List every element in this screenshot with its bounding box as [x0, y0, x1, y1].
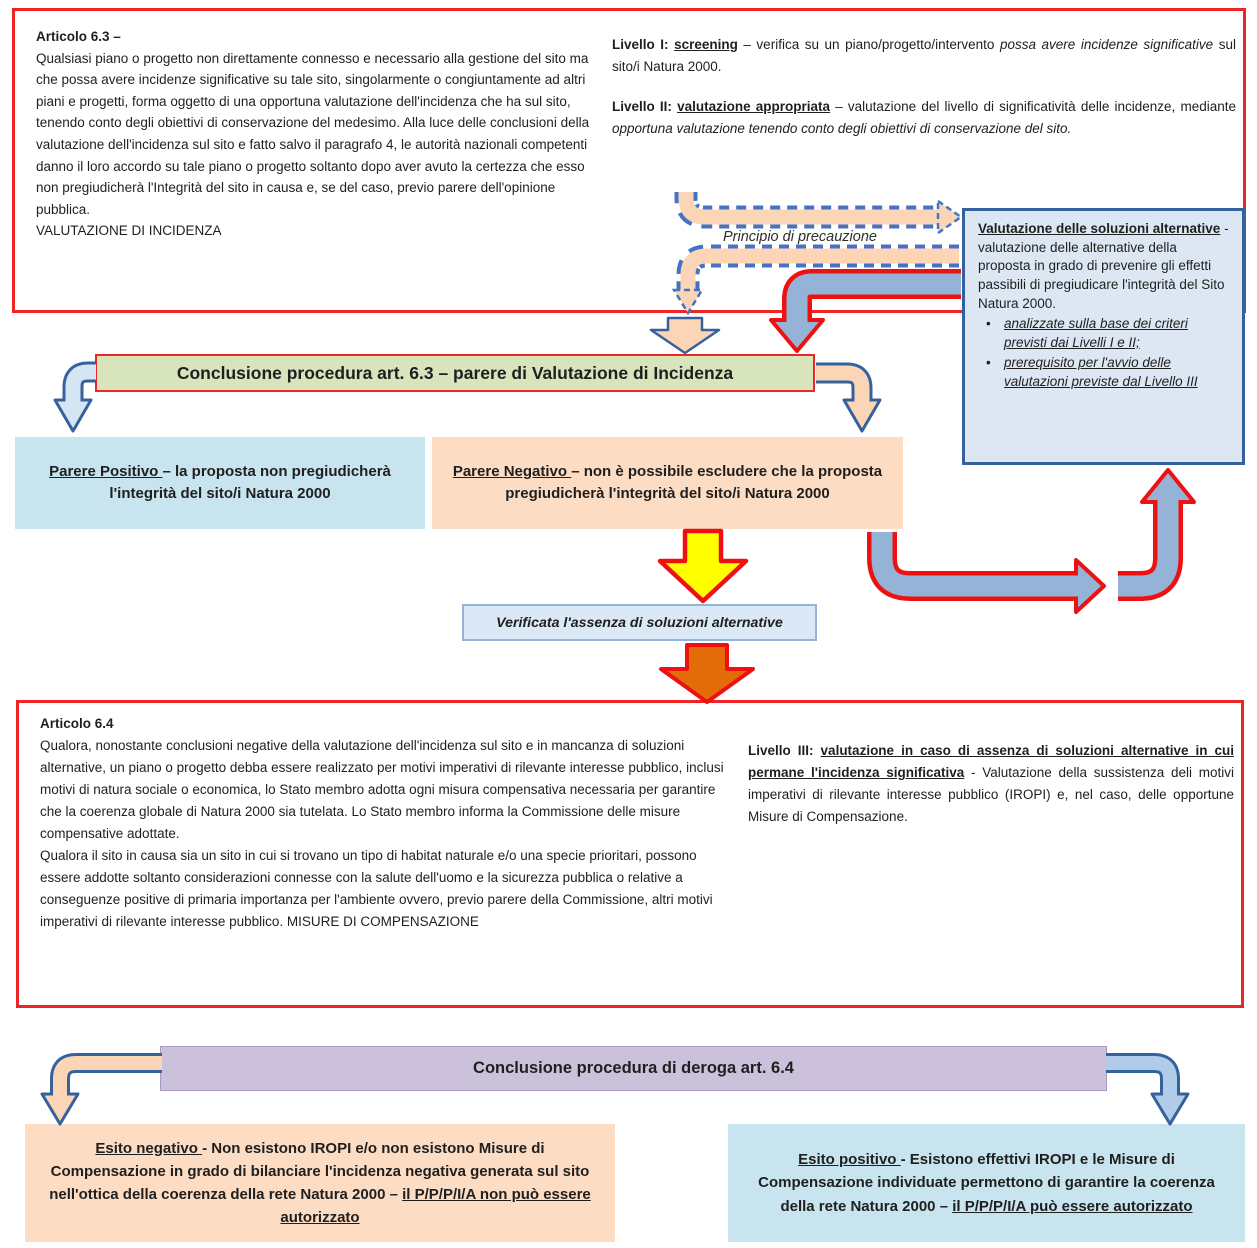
esito-negativo-box	[25, 1124, 615, 1242]
arrow-body	[60, 1063, 162, 1096]
article-64-column	[40, 713, 736, 933]
parere-negativo-text	[446, 461, 889, 506]
article-63-body: Qualsiasi piano o progetto non direttamente connesso e necessario alla gestione del sito ma che possa avere incidenze significative su tale sito, singolarmente o congiuntamente ad altri piani e progetti, forma oggetto di una opportuna valutazione dell'incidenza che ha sul sito, tenendo conto degli obiettivi di conservazione del medesimo. Alla luce delle conclusioni della valutazione dell'incidenza sul sito e fatto salvo il paragrafo 4, le autorità nazionali competenti danno il loro accordo su tale piano o progetto soltanto dopo aver avuto la certezza che esso non pregiudicherà l'Integrità del sito in causa e, se del caso, previo parere dell'opinione pubblica.	[36, 50, 590, 217]
parere-positivo-rest: – la proposta non pregiudicherà l'integrità del sito/i Natura 2000	[109, 462, 391, 502]
livello-1-text2: sul sito/i Natura 2000.	[612, 37, 1236, 74]
arrow-outline	[60, 1063, 162, 1096]
arrow-head	[1152, 1094, 1188, 1124]
conclusion-64-box	[160, 1046, 1107, 1091]
esito-positivo-tail: il P/P/P/I/A può essere autorizzato	[952, 1197, 1193, 1215]
parere-negativo-lead: Parere Negativo	[452, 462, 572, 480]
parere-positivo-text	[39, 461, 401, 506]
esito-positivo-rest: - Esistono effettivi IROPI e le Misure di Compensazione individuate permettono di garantire la coerenza della rete Natura 2000 –	[758, 1151, 1215, 1215]
esito-negativo-text	[37, 1137, 603, 1230]
alternatives-bullet	[1004, 315, 1229, 352]
arrow-outline	[816, 373, 862, 402]
livello-3-label: Livello III:	[748, 743, 821, 758]
alternatives-bullet	[1004, 354, 1229, 391]
arrow-outline	[882, 532, 1078, 586]
alternatives-bullet-list	[978, 315, 1229, 392]
parere-negativo-rest: – non è possibile escludere che la proposta pregiudicherà l'integrità del sito/i Natura 2000	[505, 462, 883, 502]
arrow-body	[882, 532, 1078, 586]
hook-arrow-to-positivo	[55, 372, 96, 431]
article-64-body-1: Qualora, nonostante conclusioni negative della valutazione dell'incidenza sul sito e in mancanza di soluzioni alternative, un piano o progetto debba essere realizzato per motivi imperativi di rilevante interesse pubblico, inclusi motivi di natura sociale o economica, lo Stato membro adotta ogni misura compensativa necessaria per garantire che la coerenza globale di Natura 2000 sia tutelata. Lo Stato membro informa la Commissione delle misure compensative adottate.	[40, 738, 724, 841]
arrow-body	[816, 373, 862, 402]
verificata-box	[462, 604, 817, 641]
arrow-outline	[73, 372, 96, 402]
verificata-label: Verificata l'assenza di soluzioni alternative	[496, 614, 783, 631]
livello-3-paragraph	[748, 740, 1234, 828]
arrow-head	[844, 400, 880, 431]
parere-negativo-box	[432, 437, 903, 529]
livello-2-text1: – valutazione del livello di significatività delle incidenze, mediante	[830, 98, 1236, 114]
alternatives-title: Valutazione delle soluzioni alternative	[978, 221, 1221, 236]
livello-1-paragraph	[612, 34, 1236, 78]
esito-negativo-tail: il P/P/P/I/A non può essere autorizzato	[280, 1186, 591, 1227]
arrow-outline	[1106, 1063, 1170, 1096]
precaution-principle-label: Principio di precauzione	[723, 229, 877, 245]
arrow-head	[42, 1094, 78, 1124]
livello-2-em: opportuna valutazione tenendo conto degli obiettivi di conservazione del sito.	[612, 120, 1072, 136]
livello-1-text1: – verifica su un piano/progetto/intervento	[737, 37, 1000, 52]
yellow-arrow-negativo-to-verificata	[660, 531, 746, 601]
esito-positivo-box	[728, 1124, 1245, 1242]
alternatives-bullet-text: prerequisito per l'avvio delle valutazioni previste dal Livello III	[1004, 355, 1198, 389]
arrow-body	[73, 372, 96, 402]
arrow-shape	[651, 318, 719, 353]
article-64-title: Articolo 6.4	[40, 716, 114, 731]
orange-arrow-verificata-to-article64	[661, 645, 753, 702]
livello-2-term: valutazione appropriata	[677, 98, 831, 114]
arrow-outline	[1118, 500, 1168, 586]
hook-arrow-to-esito-negativo	[42, 1063, 162, 1124]
parere-positivo-lead: Parere Positivo	[49, 462, 163, 480]
conclusion-63-box	[95, 354, 815, 392]
arrow-head	[771, 320, 823, 351]
alternatives-box	[962, 208, 1245, 465]
arrow-body	[1106, 1063, 1170, 1096]
livello-2-paragraph	[612, 96, 1236, 140]
alternatives-text: - valutazione delle alternative della proposta in grado di prevenire gli effetti passibili di pregiudicare l'integrità del Sito Natura 2000.	[978, 221, 1229, 311]
elbow-arrow-negativo-right	[882, 532, 1104, 612]
esito-positivo-lead: Esito positivo	[798, 1151, 901, 1169]
livello-1-term: screening	[674, 37, 738, 52]
livello-1-label: Livello I:	[612, 37, 675, 52]
esito-negativo-rest: - Non esistono IROPI e/o non esistono Misure di Compensazione in grado di bilanciare l'incidenza negativa generata sul sito nell'ottica della coerenza della rete Natura 2000 –	[49, 1139, 590, 1203]
alternatives-bullet-text: analizzate sulla base dei criteri previsti dai Livelli I e II;	[1004, 316, 1188, 350]
conclusion-63-label: Conclusione procedura art. 6.3 – parere di Valutazione di Incidenza	[176, 362, 734, 383]
livello-3-term: valutazione in caso di assenza di soluzioni alternative in cui permane l'incidenza significativa	[748, 743, 1235, 780]
arrow-shape	[661, 645, 753, 702]
conclusion-64-label: Conclusione procedura di deroga art. 6.4	[473, 1059, 794, 1077]
article-63-column	[36, 26, 598, 242]
livello-1-em: possa avere incidenze significative	[999, 37, 1214, 52]
down-arrow-to-conclusion	[651, 318, 719, 353]
arrow-shape	[660, 531, 746, 601]
arrow-body	[1118, 500, 1168, 586]
parere-positivo-box	[15, 437, 425, 529]
esito-positivo-text	[740, 1148, 1233, 1218]
levels-column	[612, 34, 1236, 157]
article-64-body-2: Qualora il sito in causa sia un sito in cui si trovano un tipo di habitat naturale e/o una specie prioritari, possono essere addotte soltanto considerazioni connesse con la salute dell'uomo e la sicurezza pubblica o relative a conseguenze positive di primaria importanza per l'ambiente ovvero, previo parere della Commissione, altri motivi imperativi di rilevante interesse pubblico. MISURE DI COMPENSAZIONE	[40, 848, 713, 929]
esito-negativo-lead: Esito negativo	[95, 1139, 203, 1157]
livello-2-label: Livello II:	[612, 98, 678, 114]
arrow-head	[1076, 560, 1104, 612]
article-63-title: Articolo 6.3 –	[36, 29, 121, 44]
article-63-footer: VALUTAZIONE DI INCIDENZA	[36, 223, 222, 239]
arrow-head	[55, 400, 91, 431]
livello-3-text: - Valutazione della sussistenza deli motivi imperativi di rilevante interesse pubblico (IROPI) e, nel caso, delle opportune Misure di Compensazione.	[748, 765, 1235, 824]
arrow-head	[1142, 470, 1194, 502]
hook-arrow-to-negativo	[816, 373, 880, 431]
elbow-arrow-up-to-alternatives	[1118, 470, 1194, 586]
hook-arrow-to-esito-positivo	[1106, 1063, 1188, 1124]
